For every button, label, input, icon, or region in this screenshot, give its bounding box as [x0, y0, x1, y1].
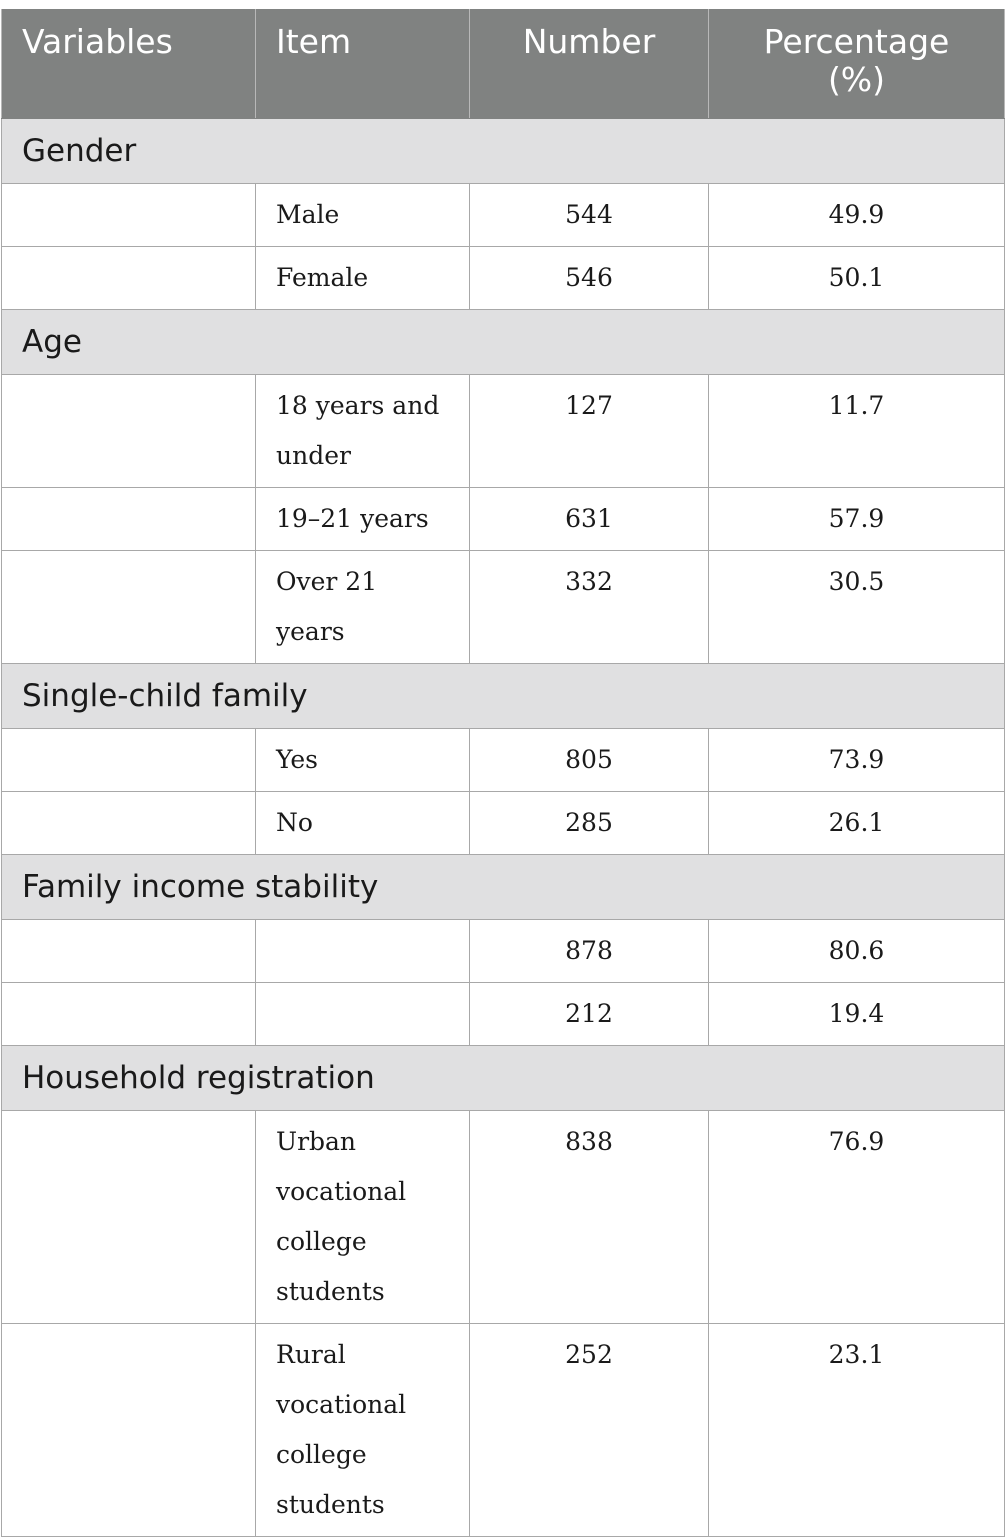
number-cell: 838: [470, 1110, 709, 1323]
item-cell: 18 years and under: [256, 374, 470, 487]
group-row-family-income-stability: [2, 854, 1005, 919]
group-label: Single-child family: [2, 663, 1005, 728]
header-row: [2, 9, 1005, 118]
table-body: [2, 118, 1005, 1536]
group-row-household-registration: [2, 1045, 1005, 1110]
percentage-cell: 73.9: [709, 728, 1005, 791]
number-cell: 546: [470, 246, 709, 309]
table-row: [2, 728, 1005, 791]
header-percentage-line2: (%): [827, 60, 886, 99]
item-cell: Over 21 years: [256, 550, 470, 663]
number-cell: 332: [470, 550, 709, 663]
table-row: [2, 374, 1005, 487]
number-cell: 805: [470, 728, 709, 791]
variable-cell: [2, 1323, 256, 1536]
percentage-cell: 26.1: [709, 791, 1005, 854]
group-row-gender: [2, 118, 1005, 183]
number-cell: 127: [470, 374, 709, 487]
item-cell: Female: [256, 246, 470, 309]
item-cell: Male: [256, 183, 470, 246]
item-cell: Yes: [256, 728, 470, 791]
group-label: Household registration: [2, 1045, 1005, 1110]
percentage-cell: 57.9: [709, 487, 1005, 550]
table-row: [2, 183, 1005, 246]
number-cell: 252: [470, 1323, 709, 1536]
percentage-cell: 30.5: [709, 550, 1005, 663]
variable-cell: [2, 183, 256, 246]
number-cell: 285: [470, 791, 709, 854]
percentage-cell: 80.6: [709, 919, 1005, 982]
demographics-table: [1, 9, 1005, 1537]
table-row: [2, 982, 1005, 1045]
percentage-cell: 19.4: [709, 982, 1005, 1045]
number-cell: 544: [470, 183, 709, 246]
header-variables: Variables: [2, 9, 256, 118]
number-cell: 878: [470, 919, 709, 982]
item-cell: 19–21 years: [256, 487, 470, 550]
group-row-age: [2, 309, 1005, 374]
item-cell: [256, 919, 470, 982]
group-row-single-child-family: [2, 663, 1005, 728]
variable-cell: [2, 791, 256, 854]
percentage-cell: 11.7: [709, 374, 1005, 487]
header-percentage: [709, 9, 1005, 118]
table-row: [2, 246, 1005, 309]
variable-cell: [2, 1110, 256, 1323]
variable-cell: [2, 919, 256, 982]
table-row: [2, 919, 1005, 982]
item-cell: Rural vocational college students: [256, 1323, 470, 1536]
variable-cell: [2, 982, 256, 1045]
table-row: [2, 1323, 1005, 1536]
percentage-cell: 49.9: [709, 183, 1005, 246]
header-percentage-line1: Percentage: [763, 22, 950, 61]
percentage-cell: 76.9: [709, 1110, 1005, 1323]
table-row: [2, 1110, 1005, 1323]
variable-cell: [2, 246, 256, 309]
variable-cell: [2, 487, 256, 550]
group-label: Gender: [2, 118, 1005, 183]
header-number: Number: [470, 9, 709, 118]
variable-cell: [2, 728, 256, 791]
variable-cell: [2, 550, 256, 663]
item-cell: Urban vocational college students: [256, 1110, 470, 1323]
table-row: [2, 791, 1005, 854]
table-row: [2, 487, 1005, 550]
item-cell: [256, 982, 470, 1045]
group-label: Family income stability: [2, 854, 1005, 919]
percentage-cell: 50.1: [709, 246, 1005, 309]
item-cell: No: [256, 791, 470, 854]
variable-cell: [2, 374, 256, 487]
percentage-cell: 23.1: [709, 1323, 1005, 1536]
group-label: Age: [2, 309, 1005, 374]
table-row: [2, 550, 1005, 663]
header-item: Item: [256, 9, 470, 118]
number-cell: 631: [470, 487, 709, 550]
table-header: [2, 9, 1005, 118]
number-cell: 212: [470, 982, 709, 1045]
